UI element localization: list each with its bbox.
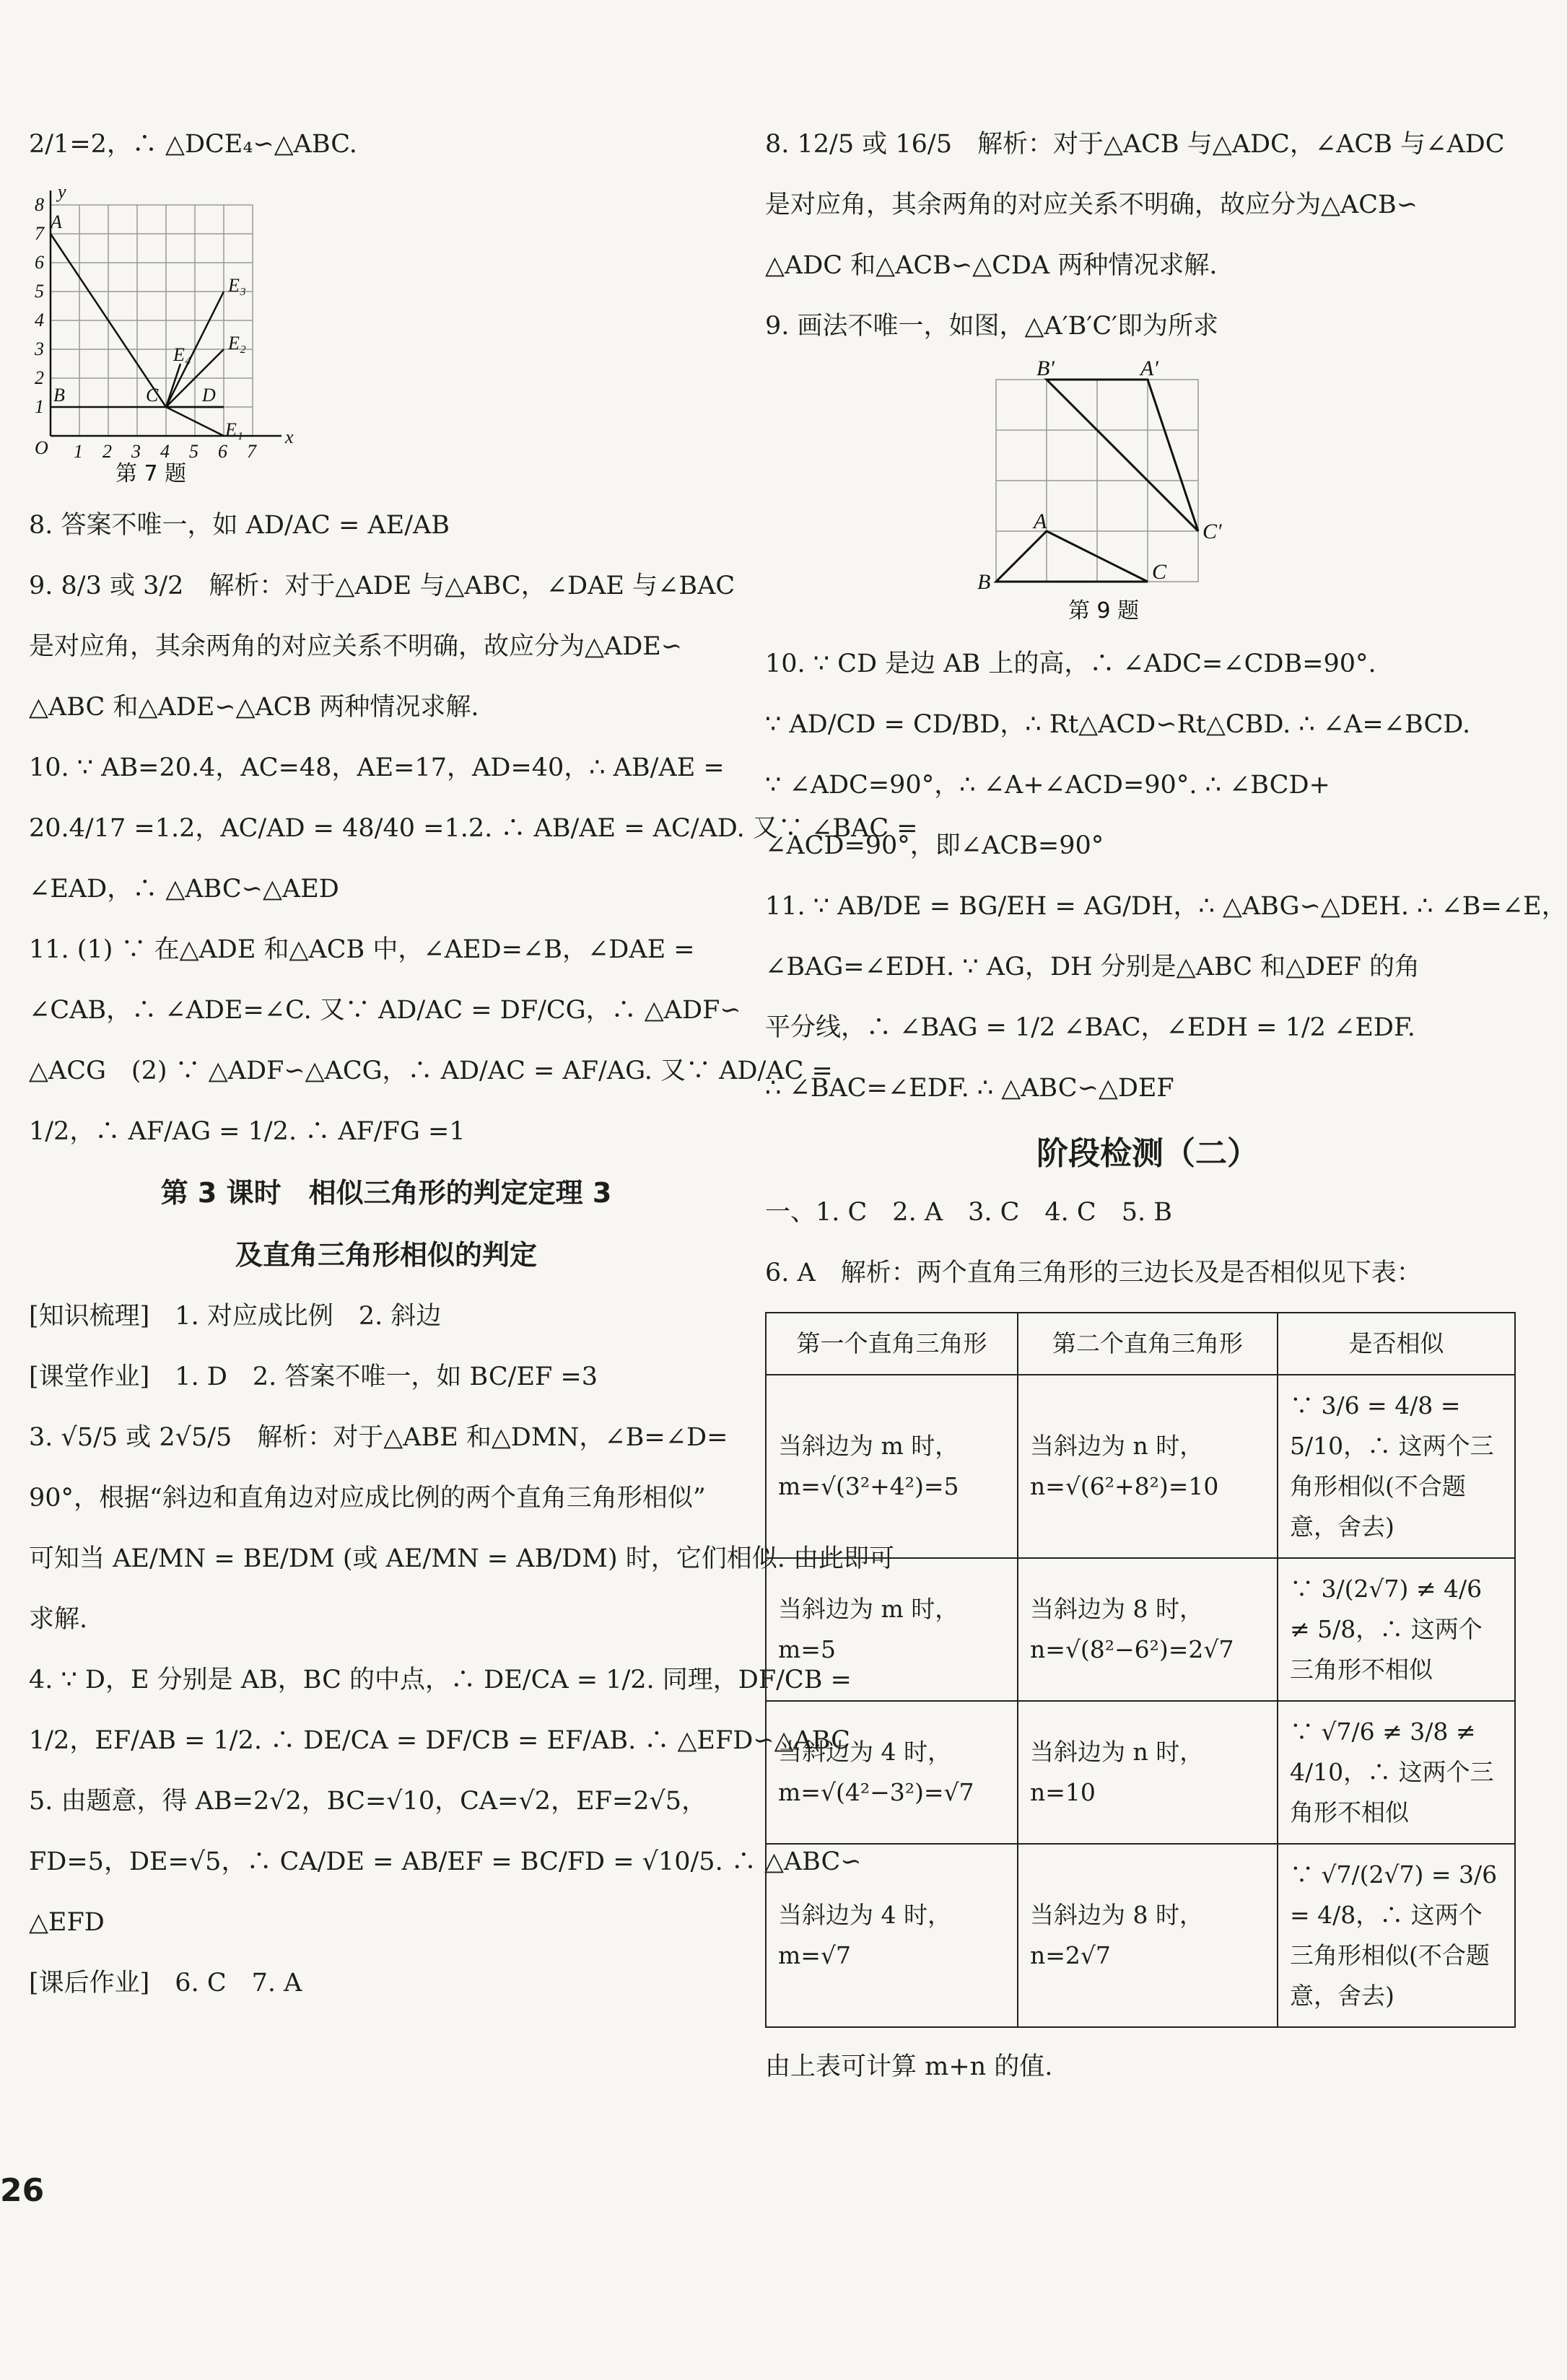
answer-9: 9. 8/3 或 3/2 解析：对于△ADE 与△ABC，∠DAE 与∠BAC xyxy=(29,572,736,600)
answer-10: 10. ∵ AB=20.4，AC=48，AE=17，AD=40，∴ AB/AE = xyxy=(29,753,725,782)
page-number: 26 xyxy=(0,2172,45,2209)
class-answer-5: 5. 由题意，得 AB=2√2，BC=√10，CA=√2，EF=2√5， xyxy=(29,1787,707,1816)
class-answer-3-cont: 可知当 AE/MN = BE/DM (或 AE/MN = AB/DM) 时，它们相似. 由此即可 xyxy=(29,1544,895,1573)
section-title-cont: 及直角三角形相似的判定 xyxy=(235,1239,537,1271)
text-line: 2/1=2，∴ △DCE₄∽△ABC. xyxy=(29,130,357,159)
knowledge-summary: [知识梳理] 1. 对应成比例 2. 斜边 xyxy=(29,1302,442,1331)
origin-label: O xyxy=(35,437,48,458)
answer-9: 9. 画法不唯一，如图，△A′B′C′即为所求 xyxy=(765,312,1219,341)
point-label: B′ xyxy=(1036,356,1055,380)
similarity-table xyxy=(765,1312,1516,2028)
table-header: 是否相似 xyxy=(1278,1313,1515,1375)
class-answer-4-cont: 1/2，EF/AB = 1/2. ∴ DE/CA = DF/CB = EF/AB. ∴ △EFD∽△ABC xyxy=(29,1726,850,1755)
y-tick: 4 xyxy=(35,310,44,331)
homework: [课后作业] 6. C 7. A xyxy=(29,1969,302,1998)
answer-11-cont: 1/2，∴ AF/AG = 1/2. ∴ AF/FG =1 xyxy=(29,1117,466,1146)
table-cell: 当斜边为 n 时，n=√(6²+8²)=10 xyxy=(1018,1375,1278,1558)
y-axis-label: y xyxy=(58,181,66,202)
point-label: A′ xyxy=(1140,356,1158,380)
table-cell: ∵ 3/(2√7) ≠ 4/6 ≠ 5/8，∴ 这两个三角形不相似 xyxy=(1278,1558,1515,1701)
answer-8-cont: △ADC 和△ACB∽△CDA 两种情况求解. xyxy=(765,251,1218,280)
x-tick: 2 xyxy=(102,441,112,462)
x-tick: 6 xyxy=(218,441,227,462)
y-tick: 3 xyxy=(35,338,44,359)
table-row xyxy=(766,1375,1515,1558)
table-cell: ∵ √7/(2√7) = 3/6 = 4/8，∴ 这两个三角形相似(不合题意，舍去) xyxy=(1278,1844,1515,2027)
point-label: E₁ xyxy=(225,419,243,440)
figure-9-grid xyxy=(765,356,1516,625)
answer-10-cont: ∵ ∠ADC=90°，∴ ∠A+∠ACD=90°. ∴ ∠BCD+ xyxy=(765,771,1330,800)
y-tick: 2 xyxy=(35,367,44,388)
table-cell: ∵ 3/6 = 4/8 = 5/10，∴ 这两个三角形相似(不合题意，舍去) xyxy=(1278,1375,1515,1558)
answer-10-cont: 20.4/17 =1.2，AC/AD = 48/40 =1.2. ∴ AB/AE = AC/AD. 又∵ ∠BAC = xyxy=(29,814,918,843)
answer-11-cont: ∠BAG=∠EDH. ∵ AG，DH 分别是△ABC 和△DEF 的角 xyxy=(765,953,1420,981)
answer-8: 8. 答案不唯一，如 AD/AC = AE/AB xyxy=(29,511,450,540)
stage-answers-1-5: 一、1. C 2. A 3. C 4. C 5. B xyxy=(765,1198,1172,1227)
table-header-row xyxy=(766,1313,1515,1375)
table-cell: 当斜边为 4 时，m=√7 xyxy=(766,1844,1018,2027)
section-title: 第 3 课时 相似三角形的判定定理 3 xyxy=(160,1177,612,1209)
table-row xyxy=(766,1558,1515,1701)
answer-11-cont: △ACG (2) ∵ △ADF∽△ACG，∴ AD/AC = AF/AG. 又∵ AD/AC = xyxy=(29,1056,833,1085)
answer-9-cont: △ABC 和△ADE∽△ACB 两种情况求解. xyxy=(29,693,479,722)
table-row xyxy=(766,1701,1515,1844)
point-label: E₂ xyxy=(228,333,246,354)
answer-10: 10. ∵ CD 是边 AB 上的高，∴ ∠ADC=∠CDB=90°. xyxy=(765,649,1376,678)
point-label: C xyxy=(1152,560,1167,584)
point-label: C′ xyxy=(1202,520,1222,543)
point-label: B xyxy=(53,385,65,406)
figure-7-coordinate-grid xyxy=(29,183,318,486)
figure-caption: 第 7 题 xyxy=(115,461,187,486)
answer-8: 8. 12/5 或 16/5 解析：对于△ACB 与△ADC，∠ACB 与∠ADC xyxy=(765,130,1505,159)
table-header: 第一个直角三角形 xyxy=(766,1313,1018,1375)
table-row xyxy=(766,1844,1515,2027)
class-answer-4: 4. ∵ D，E 分别是 AB，BC 的中点，∴ DE/CA = 1/2. 同理，DF/CB = xyxy=(29,1666,852,1694)
table-cell: 当斜边为 8 时，n=2√7 xyxy=(1018,1844,1278,2027)
class-answer-3-cont: 90°，根据“斜边和直角边对应成比例的两个直角三角形相似” xyxy=(29,1484,706,1513)
figure-caption: 第 9 题 xyxy=(1068,598,1140,624)
y-tick: 1 xyxy=(35,396,44,417)
answer-11: 11. (1) ∵ 在△ADE 和△ACB 中，∠AED=∠B，∠DAE = xyxy=(29,935,695,964)
x-tick: 3 xyxy=(131,441,141,462)
class-answer-5-cont: FD=5，DE=√5，∴ CA/DE = AB/EF = BC/FD = √10/5. ∴ △ABC∽ xyxy=(29,1847,862,1876)
table-header: 第二个直角三角形 xyxy=(1018,1313,1278,1375)
x-tick: 4 xyxy=(160,441,170,462)
table-cell: 当斜边为 m 时，m=√(3²+4²)=5 xyxy=(766,1375,1018,1558)
point-label: D xyxy=(202,385,216,406)
answer-11: 11. ∵ AB/DE = BG/EH = AG/DH，∴ △ABG∽△DEH. ∴ ∠B=∠E， xyxy=(765,892,1567,921)
answer-10-cont: ∵ AD/CD = CD/BD，∴ Rt△ACD∽Rt△CBD. ∴ ∠A=∠BCD. xyxy=(765,710,1471,739)
y-tick: 6 xyxy=(35,252,44,273)
stage-answer-6-end: 由上表可计算 m+n 的值. xyxy=(765,2052,1053,2081)
right-column xyxy=(765,123,1567,2106)
class-answer-3: 3. √5/5 或 2√5/5 解析：对于△ABE 和△DMN，∠B=∠D= xyxy=(29,1423,728,1452)
table-cell: 当斜边为 m 时，m=5 xyxy=(766,1558,1018,1701)
y-tick: 5 xyxy=(35,281,44,302)
figure-7-labels xyxy=(34,181,294,486)
answer-11-cont: 平分线，∴ ∠BAG = 1/2 ∠BAC，∠EDH = 1/2 ∠EDF. xyxy=(765,1013,1415,1042)
answer-10-cont: ∠EAD，∴ △ABC∽△AED xyxy=(29,875,339,904)
answer-11-cont: ∠CAB，∴ ∠ADE=∠C. 又∵ AD/AC = DF/CG，∴ △ADF∽ xyxy=(29,996,741,1025)
x-tick: 5 xyxy=(189,441,198,462)
answer-11-cont: ∴ ∠BAC=∠EDF. ∴ △ABC∽△DEF xyxy=(765,1074,1174,1103)
point-label: E₃ xyxy=(228,275,246,296)
class-work: [课堂作业] 1. D 2. 答案不唯一，如 BC/EF =3 xyxy=(29,1362,598,1391)
table-cell: 当斜边为 4 时，m=√(4²−3²)=√7 xyxy=(766,1701,1018,1844)
answer-9-cont: 是对应角，其余两角的对应关系不明确，故应分为△ADE∽ xyxy=(29,632,683,661)
y-tick: 8 xyxy=(35,194,44,215)
point-label: C xyxy=(146,385,159,406)
x-tick: 1 xyxy=(74,441,83,462)
stage-test-title: 阶段检测（二） xyxy=(1036,1135,1259,1172)
table-cell: 当斜边为 8 时，n=√(8²−6²)=2√7 xyxy=(1018,1558,1278,1701)
answer-10-cont: ∠ACD=90°，即∠ACB=90° xyxy=(765,831,1104,860)
table-cell: 当斜边为 n 时，n=10 xyxy=(1018,1701,1278,1844)
point-label: B xyxy=(977,570,991,594)
class-answer-3-cont: 求解. xyxy=(29,1605,88,1634)
point-label: E₄ xyxy=(173,344,191,365)
table-cell: ∵ √7/6 ≠ 3/8 ≠ 4/10，∴ 这两个三角形不相似 xyxy=(1278,1701,1515,1844)
class-answer-5-cont: △EFD xyxy=(29,1908,105,1937)
x-axis-label: x xyxy=(285,426,294,447)
x-tick: 7 xyxy=(247,441,256,462)
point-label: A xyxy=(1034,509,1047,533)
y-tick: 7 xyxy=(35,223,44,244)
answer-8-cont: 是对应角，其余两角的对应关系不明确，故应分为△ACB∽ xyxy=(765,191,1418,219)
point-label: A xyxy=(51,211,62,232)
stage-answer-6: 6. A 解析：两个直角三角形的三边长及是否相似见下表： xyxy=(765,1259,1422,1287)
